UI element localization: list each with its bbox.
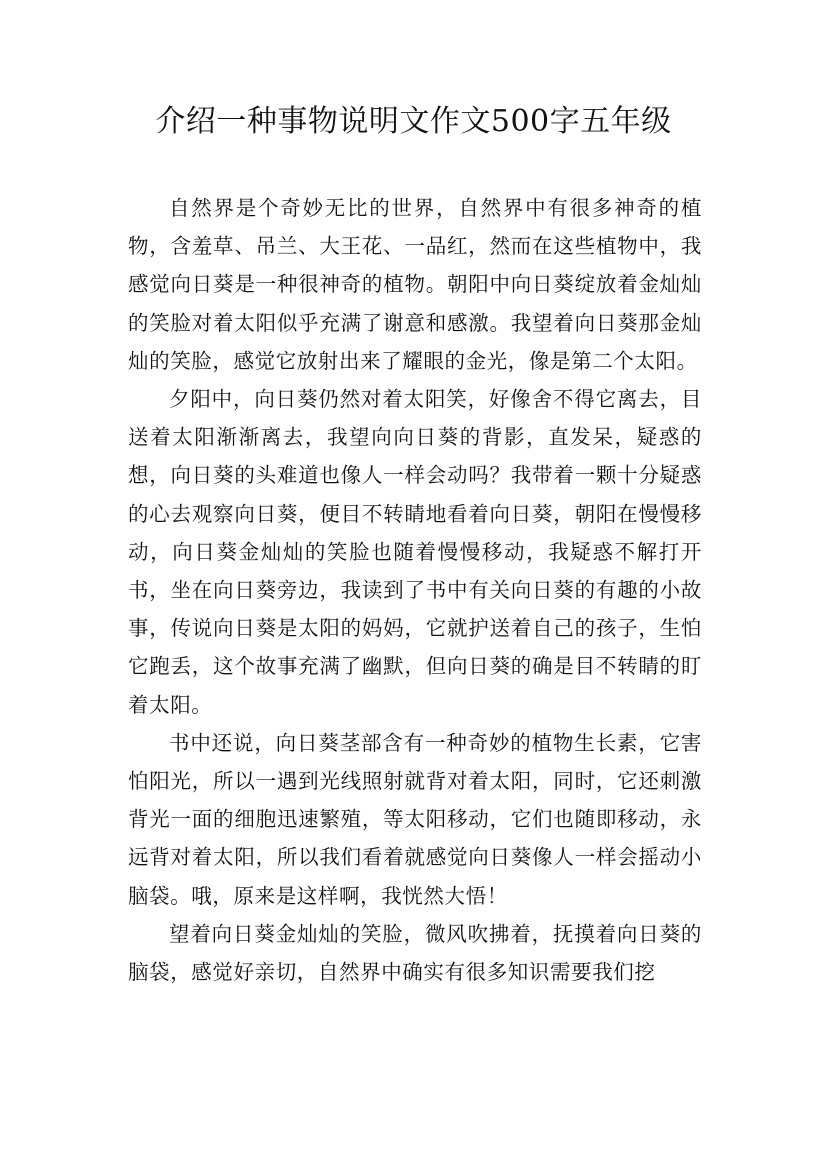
paragraph-3: 书中还说，向日葵茎部含有一种奇妙的植物生长素，它害怕阳光，所以一遇到光线照射就背对着太阳，同时，它还刺激背光一面的细胞迅速繁殖，等太阳移动，它们也随即移动，永远背对着太阳，所以我们看着就感觉向日葵像人一样会摇动小脑袋。哦，原来是这样啊，我恍然大悟！ [128,730,702,908]
document-title: 介绍一种事物说明文作文500字五年级 [155,104,672,139]
document-body [128,189,702,991]
paragraph-1: 自然界是个奇妙无比的世界，自然界中有很多神奇的植物，含羞草、吊兰、大王花、一品红，然而在这些植物中，我感觉向日葵是一种很神奇的植物。朝阳中向日葵绽放着金灿灿的笑脸对着太阳似乎充满了谢意和感激。我望着向日葵那金灿灿的笑脸，感觉它放射出来了耀眼的金光，像是第二个太阳。 [128,196,702,373]
paragraph-2: 夕阳中，向日葵仍然对着太阳笑，好像舍不得它离去，目送着太阳渐渐离去，我望向向日葵的背影，直发呆，疑惑的想，向日葵的头难道也像人一样会动吗？我带着一颗十分疑惑的心去观察向日葵，便目不转睛地看着向日葵，朝阳在慢慢移动，向日葵金灿灿的笑脸也随着慢慢移动，我疑惑不解打开书，坐在向日葵旁边，我读到了书中有关向日葵的有趣的小故事，传说向日葵是太阳的妈妈，它就护送着自己的孩子，生怕它跑丢，这个故事充满了幽默，但向日葵的确是目不转睛的盯着太阳。 [128,387,702,717]
paragraph-4: 望着向日葵金灿灿的笑脸，微风吹拂着，抚摸着向日葵的脑袋，感觉好亲切，自然界中确实有很多知识需要我们挖 [128,921,702,985]
